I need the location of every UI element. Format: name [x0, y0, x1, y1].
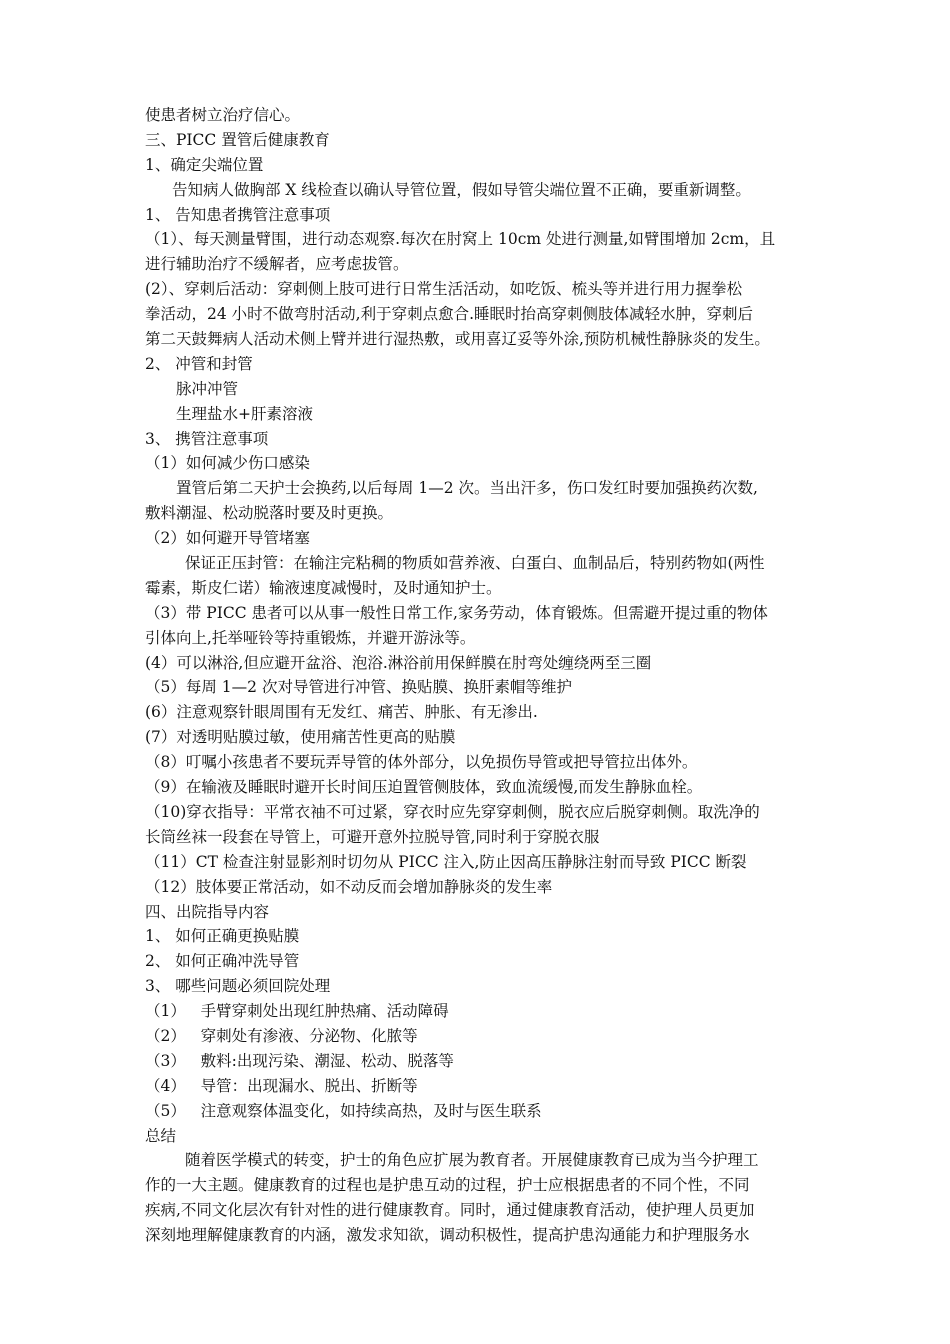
- list-item: （3）带 PICC 患者可以从事一般性日常工作,家务劳动，体育锻炼。但需避开提过重的物体: [145, 603, 768, 622]
- text-line: 霉素，斯皮仁诺）输液速度减慢时，及时通知护士。: [145, 578, 502, 597]
- list-item: （5）每周 1—2 次对导管进行冲管、换贴膜、换肝素帽等维护: [145, 678, 572, 697]
- subheading: 1、 告知患者携管注意事项: [145, 205, 331, 224]
- text-line: 脉冲冲管: [176, 379, 239, 398]
- subheading: 1、 如何正确更换贴膜: [145, 927, 300, 946]
- list-item: (7）对透明贴膜过敏，使用痛苦性更高的贴膜: [145, 728, 456, 747]
- subheading: 2、 如何正确冲洗导管: [145, 952, 300, 971]
- list-item: （5） 注意观察体温变化，如持续高热，及时与医生联系: [145, 1101, 542, 1120]
- text-line: 引体向上,托举哑铃等持重锻炼，并避开游泳等。: [145, 628, 476, 647]
- text-line: 进行辅助治疗不缓解者，应考虑拔管。: [145, 255, 409, 274]
- section-heading: 总结: [145, 1126, 177, 1145]
- text-line: 随着医学模式的转变，护士的角色应扩展为教育者。开展健康教育已成为当今护理工: [185, 1151, 759, 1170]
- list-item: （10)穿衣指导：平常衣袖不可过紧，穿衣时应先穿穿刺侧，脱衣应后脱穿刺侧。取洗净的: [145, 802, 760, 821]
- list-item: （11）CT 检查注射显影剂时切勿从 PICC 注入,防止因高压静脉注射而导致 PICC 断裂: [145, 852, 747, 871]
- list-item: （12）肢体要正常活动，如不动反而会增加静脉炎的发生率: [145, 877, 553, 896]
- text-line: 长筒丝袜一段套在导管上，可避开意外拉脱导管,同时利于穿脱衣服: [145, 827, 600, 846]
- text-line: 使患者树立治疗信心。: [145, 106, 301, 124]
- subheading: 3、 哪些问题必须回院处理: [145, 977, 331, 996]
- subheading: 3、 携管注意事项: [145, 429, 269, 448]
- subheading: 2、 冲管和封管: [145, 354, 253, 373]
- list-item: （9）在输液及睡眠时避开长时间压迫置管侧肢体，致血流缓慢,而发生静脉血栓。: [145, 778, 703, 797]
- list-item: （8）叮嘱小孩患者不要玩弄导管的体外部分，以免损伤导管或把导管拉出体外。: [145, 753, 698, 772]
- text-line: 告知病人做胸部 X 线检查以确认导管位置，假如导管尖端位置不正确，要重新调整。: [172, 180, 751, 199]
- subheading: 1、确定尖端位置: [145, 155, 264, 174]
- text-line: （1）、每天测量臂围，进行动态观察.每次在肘窝上 10cm 处进行测量,如臂围增加 2cm，且: [145, 230, 776, 249]
- text-line: 第二天鼓舞病人活动术侧上臂并进行湿热敷，或用喜辽妥等外涂,预防机械性静脉炎的发生。: [145, 330, 770, 349]
- text-line: 保证正压封管：在输注完粘稠的物质如营养液、白蛋白、血制品后，特别药物如(两性: [185, 554, 765, 573]
- document-body: [145, 103, 810, 1248]
- list-item: （1） 手臂穿刺处出现红肿热痛、活动障碍: [145, 1002, 449, 1021]
- list-item: （2）如何避开导管堵塞: [145, 529, 310, 548]
- text-line: 敷料潮湿、松动脱落时要及时更换。: [145, 504, 394, 523]
- list-item: (4）可以淋浴,但应避开盆浴、泡浴.淋浴前用保鲜膜在肘弯处缠绕两至三圈: [145, 653, 652, 672]
- list-item: （1）如何减少伤口感染: [145, 454, 310, 473]
- list-item: (6）注意观察针眼周围有无发红、痛苦、肿胀、有无渗出.: [145, 703, 538, 722]
- text-line: 置管后第二天护士会换药,以后每周 1—2 次。当出汗多，伤口发红时要加强换药次数,: [176, 479, 758, 498]
- text-line: 生理盐水+肝素溶液: [176, 404, 313, 423]
- text-line: (2）、穿刺后活动：穿刺侧上肢可进行日常生活活动，如吃饭、梳头等并进行用力握拳松: [145, 280, 743, 299]
- text-line: 深刻地理解健康教育的内涵，激发求知欲，调动积极性，提高护患沟通能力和护理服务水: [145, 1226, 750, 1245]
- list-item: （3） 敷料:出现污染、潮湿、松动、脱落等: [145, 1051, 454, 1070]
- list-item: （4） 导管：出现漏水、脱出、折断等: [145, 1076, 418, 1095]
- list-item: （2） 穿刺处有渗液、分泌物、化脓等: [145, 1026, 418, 1045]
- text-line: 作的一大主题。健康教育的过程也是护患互动的过程，护士应根据患者的不同个性，不同: [145, 1176, 750, 1195]
- text-line: 疾病,不同文化层次有针对性的进行健康教育。同时，通过健康教育活动，使护理人员更加: [145, 1201, 755, 1220]
- section-heading: 三、PICC 置管后健康教育: [145, 130, 330, 149]
- text-line: 拳活动，24 小时不做弯肘活动,利于穿刺点愈合.睡眠时抬高穿刺侧肢体减轻水肿，穿刺后: [145, 305, 754, 324]
- section-heading: 四、出院指导内容: [145, 902, 270, 921]
